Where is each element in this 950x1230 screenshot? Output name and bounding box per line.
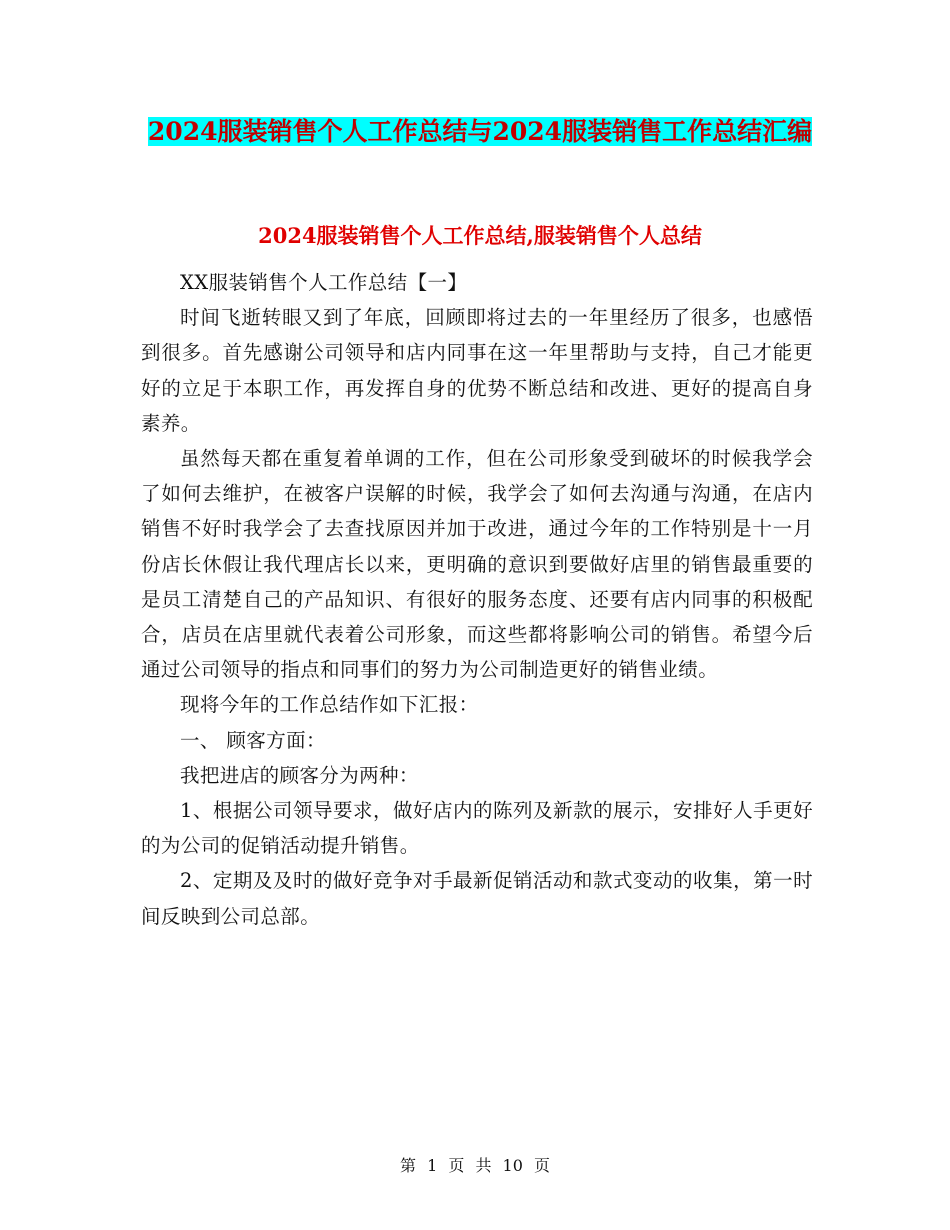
paragraph: XX服装销售个人工作总结【一】	[180, 271, 468, 294]
paragraph: 1、根据公司领导要求，做好店内的陈列及新款的展示，安排好人手更好的为公司的促销活动提升销售。	[141, 799, 813, 858]
paragraph: 2、定期及及时的做好竞争对手最新促销活动和款式变动的收集，第一时间反映到公司总部。	[141, 869, 813, 928]
paragraph: 虽然每天都在重复着单调的工作，但在公司形象受到破坏的时候我学会了如何去维护，在被客户误解的时候，我学会了如何去沟通与沟通，在店内销售不好时我学会了去查找原因并加于改进，通过今年的工作特别是十一月份店长休假让我代理店长以来，更明确的意识到要做好店里的销售最重要的是员工清楚自己的产品知识、有很好的服务态度、还要有店内同事的积极配合，店员在店里就代表着公司形象，而这些都将影响公司的销售。希望今后通过公司领导的指点和同事们的努力为公司制造更好的销售业绩。	[141, 447, 813, 682]
document-title-text: 2024服装销售个人工作总结与2024服装销售工作总结汇编	[147, 117, 813, 146]
document-title	[140, 108, 820, 156]
paragraph: 我把进店的顾客分为两种：	[180, 763, 419, 787]
paragraph: 现将今年的工作总结作如下汇报：	[180, 693, 479, 717]
paragraph: 一、 顾客方面：	[180, 728, 326, 752]
document-subtitle: 2024服装销售个人工作总结,服装销售个人总结	[258, 223, 702, 248]
paragraph: 时间飞逝转眼又到了年底，回顾即将过去的一年里经历了很多，也感悟到很多。首先感谢公司领导和店内同事在这一年里帮助与支持，自己才能更好的立足于本职工作，再发挥自身的优势不断总结和改进、更好的提高自身素养。	[141, 306, 813, 435]
document-body	[141, 265, 813, 934]
page-number-footer: 第 1 页 共 10 页	[400, 1156, 550, 1175]
